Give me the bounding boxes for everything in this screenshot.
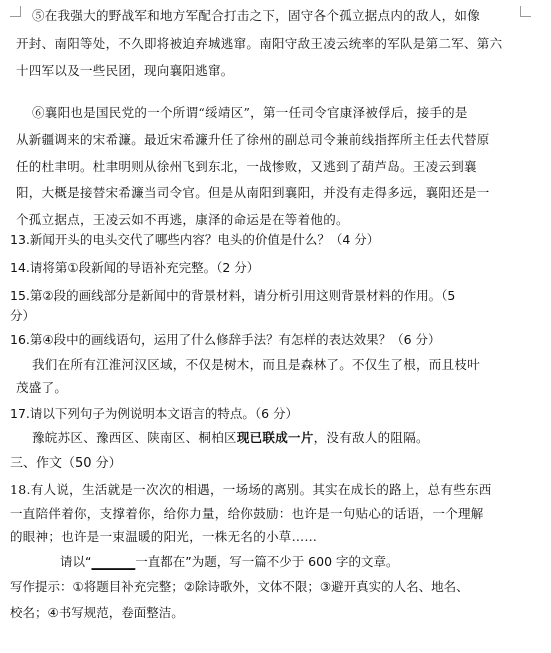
section-heading-composition: 三、作文（50 分） xyxy=(10,456,122,471)
question-16: 16.第④段中的画线语句，运用了什么修辞手法？有怎样的表达效果？（6 分） xyxy=(10,332,441,347)
text-line: 十四军以及一些民团，现向襄阳逃窜。 xyxy=(16,63,234,78)
text-line: 的眼神；也许是一束温暖的阳光，一株无名的小草…… xyxy=(10,529,318,544)
writing-tips-continued: 校名；④书写规范，卷面整洁。 xyxy=(10,605,184,620)
question-15: 15.第②段的画线部分是新闻中的背景材料，请分析引用这则背景材料的作用。（5 xyxy=(10,288,456,303)
quote-text: ，没有敌人的阻隔。 xyxy=(313,430,429,445)
question-17-quote xyxy=(32,428,539,446)
question-13: 13.新闻开头的电头交代了哪些内容？电头的价值是什么？（4 分） xyxy=(10,232,380,247)
question-14: 14.请将第①段新闻的导语补充完整。（2 分） xyxy=(10,260,260,275)
prompt-text: 请以“ xyxy=(60,554,92,569)
question-16-quote-line: 我们在所有江淮河汉区域，不仅是树木，而且是森林了。不仅生了根，而且枝叶 xyxy=(32,357,481,372)
quote-text: 豫皖苏区、豫西区、陕南区、桐柏区 xyxy=(32,430,237,445)
text-line: 18.有人说，生活就是一次次的相遇，一场场的离别。其实在成长的路上，总有些东西 xyxy=(10,482,492,497)
question-15-continued: 分） xyxy=(10,308,36,323)
text-line: 一直陪伴着你，支撑着你，给你力量，给你鼓励：也许是一句贴心的话语，一个理解 xyxy=(10,506,484,521)
text-line: ⑥襄阳也是国民党的一个所谓“绥靖区”，第一任司令官康泽被俘后，接手的是 xyxy=(32,105,468,120)
composition-prompt xyxy=(60,552,539,570)
question-17: 17.请以下列句子为例说明本文语言的特点。（6 分） xyxy=(10,406,299,421)
text-line: ⑤在我强大的野战军和地方军配合打击之下，固守各个孤立据点内的敌人，如像 xyxy=(32,8,481,23)
text-line: 从新疆调来的宋希濂。最近宋希濂升任了徐州的副总司令兼前线指挥所主任去代替原 xyxy=(16,132,490,147)
text-line: 任的杜聿明。杜聿明则从徐州飞到东北，一战惨败，又逃到了葫芦岛。王凌云到襄 xyxy=(16,159,477,174)
title-blank: _______ xyxy=(91,554,136,569)
crop-mark-top-left xyxy=(10,6,21,17)
quote-emphasis: 现已联成一片 xyxy=(236,430,314,445)
text-line: 个孤立据点，王凌云如不再逃，康泽的命运是在等着他的。 xyxy=(16,212,349,227)
prompt-text: 一直都在”为题，写一篇不少于 600 字的文章。 xyxy=(135,554,399,569)
question-16-quote-line: 茂盛了。 xyxy=(16,380,68,395)
text-line: 阳，大概是接替宋希濂当司令官。但是从南阳到襄阳，并没有走得多远，襄阳还是一 xyxy=(16,185,490,200)
writing-tips: 写作提示：①将题目补充完整；②除诗歌外，文体不限；③避开真实的人名、地名、 xyxy=(10,579,469,594)
text-line: 开封、南阳等处，不久即将被迫弃城逃窜。南阳守敌王凌云统率的军队是第二军、第六 xyxy=(16,36,503,51)
